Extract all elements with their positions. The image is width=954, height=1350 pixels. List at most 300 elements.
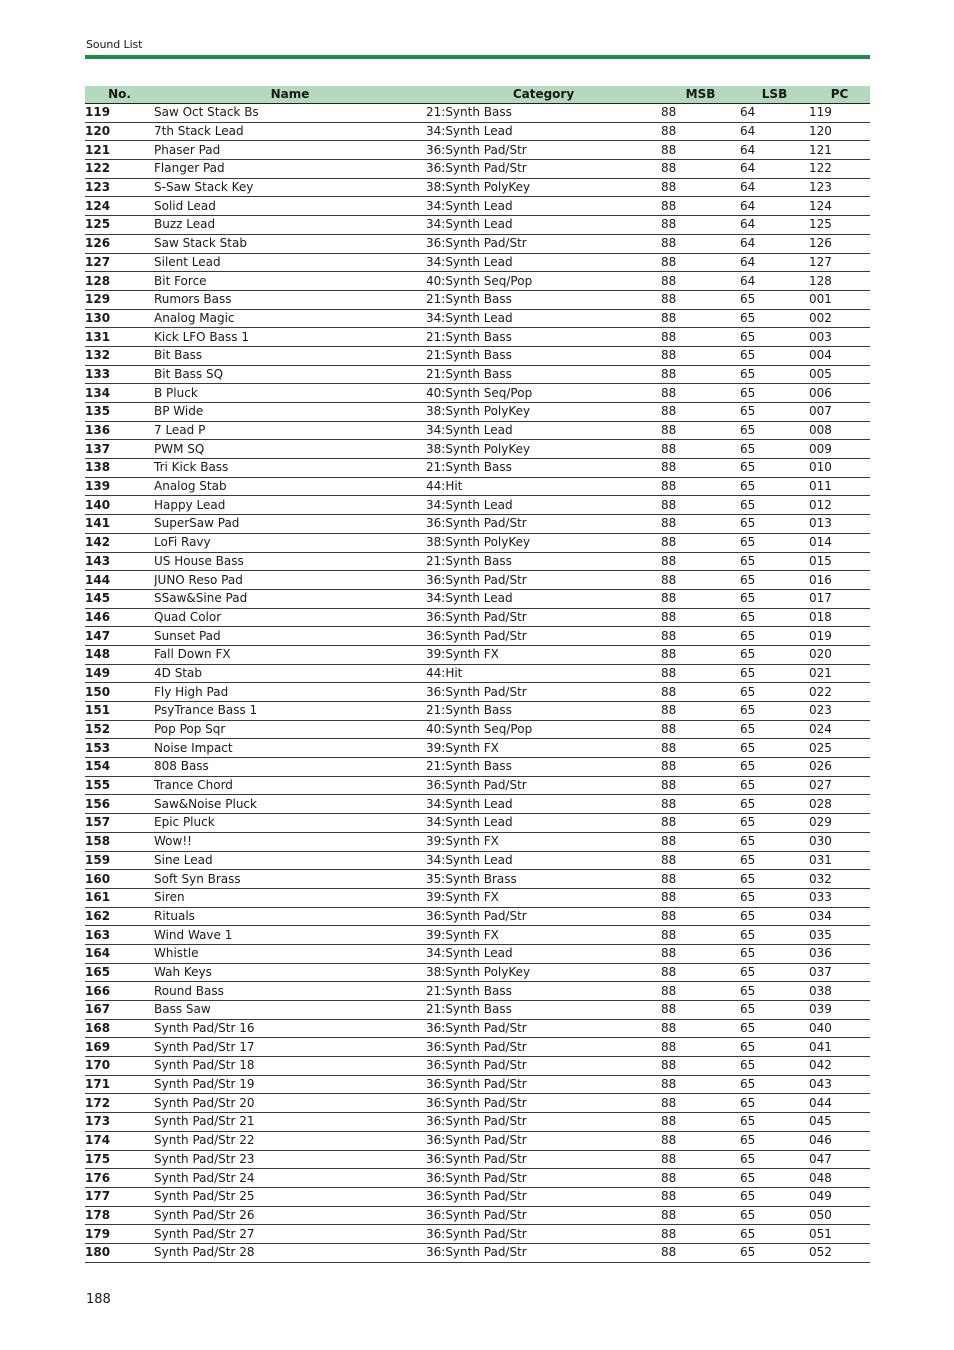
sound-name: Synth Pad/Str 19 — [154, 1075, 426, 1094]
pc-value: 001 — [809, 290, 870, 309]
msb-value: 88 — [661, 963, 740, 982]
sound-category: 36:Synth Pad/Str — [426, 1075, 661, 1094]
lsb-value: 65 — [740, 459, 809, 478]
sound-category: 21:Synth Bass — [426, 758, 661, 777]
lsb-value: 65 — [740, 571, 809, 590]
lsb-value: 65 — [740, 384, 809, 403]
sound-number: 149 — [85, 664, 154, 683]
pc-value: 006 — [809, 384, 870, 403]
lsb-value: 64 — [740, 272, 809, 291]
sound-number: 145 — [85, 589, 154, 608]
sound-category: 36:Synth Pad/Str — [426, 1187, 661, 1206]
msb-value: 88 — [661, 253, 740, 272]
pc-value: 040 — [809, 1019, 870, 1038]
pc-value: 124 — [809, 197, 870, 216]
sound-category: 36:Synth Pad/Str — [426, 160, 661, 179]
sound-number: 165 — [85, 963, 154, 982]
sound-number: 129 — [85, 290, 154, 309]
sound-number: 135 — [85, 403, 154, 422]
sound-category: 35:Synth Brass — [426, 870, 661, 889]
msb-value: 88 — [661, 440, 740, 459]
sound-number: 131 — [85, 328, 154, 347]
table-row — [85, 1057, 870, 1076]
pc-value: 032 — [809, 870, 870, 889]
sound-number: 140 — [85, 496, 154, 515]
pc-value: 050 — [809, 1206, 870, 1225]
sound-number: 167 — [85, 1001, 154, 1020]
sound-number: 173 — [85, 1113, 154, 1132]
lsb-value: 65 — [740, 832, 809, 851]
table-row — [85, 739, 870, 758]
sound-name: SSaw&Sine Pad — [154, 589, 426, 608]
table-row — [85, 720, 870, 739]
sound-name: Fly High Pad — [154, 683, 426, 702]
sound-category: 38:Synth PolyKey — [426, 963, 661, 982]
msb-value: 88 — [661, 178, 740, 197]
sound-name: Pop Pop Sqr — [154, 720, 426, 739]
sound-number: 177 — [85, 1187, 154, 1206]
sound-number: 124 — [85, 197, 154, 216]
table-row — [85, 459, 870, 478]
pc-value: 041 — [809, 1038, 870, 1057]
lsb-value: 65 — [740, 683, 809, 702]
msb-value: 88 — [661, 1019, 740, 1038]
lsb-value: 65 — [740, 795, 809, 814]
table-row — [85, 795, 870, 814]
pc-value: 005 — [809, 365, 870, 384]
sound-number: 132 — [85, 346, 154, 365]
msb-value: 88 — [661, 421, 740, 440]
msb-value: 88 — [661, 496, 740, 515]
sound-category: 36:Synth Pad/Str — [426, 1243, 661, 1262]
sound-number: 142 — [85, 533, 154, 552]
sound-name: Silent Lead — [154, 253, 426, 272]
pc-value: 128 — [809, 272, 870, 291]
sound-name: Synth Pad/Str 22 — [154, 1131, 426, 1150]
table-row — [85, 1150, 870, 1169]
sound-number: 161 — [85, 888, 154, 907]
sound-name: Whistle — [154, 944, 426, 963]
sound-number: 138 — [85, 459, 154, 478]
lsb-value: 65 — [740, 1225, 809, 1244]
sound-category: 39:Synth FX — [426, 739, 661, 758]
sound-name: Bass Saw — [154, 1001, 426, 1020]
pc-value: 007 — [809, 403, 870, 422]
sound-name: 808 Bass — [154, 758, 426, 777]
sound-number: 172 — [85, 1094, 154, 1113]
sound-number: 120 — [85, 122, 154, 141]
sound-number: 170 — [85, 1057, 154, 1076]
table-row — [85, 814, 870, 833]
sound-category: 38:Synth PolyKey — [426, 533, 661, 552]
sound-name: 7 Lead P — [154, 421, 426, 440]
table-row — [85, 1113, 870, 1132]
table-row — [85, 309, 870, 328]
lsb-value: 65 — [740, 477, 809, 496]
msb-value: 88 — [661, 776, 740, 795]
pc-value: 046 — [809, 1131, 870, 1150]
msb-value: 88 — [661, 533, 740, 552]
sound-category: 34:Synth Lead — [426, 197, 661, 216]
lsb-value: 65 — [740, 1001, 809, 1020]
msb-value: 88 — [661, 552, 740, 571]
msb-value: 88 — [661, 1187, 740, 1206]
sound-name: Trance Chord — [154, 776, 426, 795]
msb-value: 88 — [661, 234, 740, 253]
sound-name: Siren — [154, 888, 426, 907]
sound-name: Rituals — [154, 907, 426, 926]
table-row — [85, 160, 870, 179]
table-row — [85, 290, 870, 309]
msb-value: 88 — [661, 795, 740, 814]
msb-value: 88 — [661, 272, 740, 291]
sound-category: 36:Synth Pad/Str — [426, 1206, 661, 1225]
lsb-value: 65 — [740, 720, 809, 739]
pc-value: 027 — [809, 776, 870, 795]
column-header-name: Name — [154, 86, 426, 104]
sound-name: Tri Kick Bass — [154, 459, 426, 478]
lsb-value: 65 — [740, 982, 809, 1001]
pc-value: 020 — [809, 645, 870, 664]
sound-number: 143 — [85, 552, 154, 571]
table-row — [85, 589, 870, 608]
pc-value: 025 — [809, 739, 870, 758]
lsb-value: 64 — [740, 216, 809, 235]
sound-category: 38:Synth PolyKey — [426, 440, 661, 459]
pc-value: 026 — [809, 758, 870, 777]
sound-category: 40:Synth Seq/Pop — [426, 384, 661, 403]
sound-category: 36:Synth Pad/Str — [426, 776, 661, 795]
table-row — [85, 1019, 870, 1038]
sound-number: 134 — [85, 384, 154, 403]
msb-value: 88 — [661, 589, 740, 608]
sound-name: Synth Pad/Str 18 — [154, 1057, 426, 1076]
table-row — [85, 944, 870, 963]
sound-number: 137 — [85, 440, 154, 459]
pc-value: 021 — [809, 664, 870, 683]
lsb-value: 65 — [740, 1206, 809, 1225]
table-row — [85, 627, 870, 646]
pc-value: 029 — [809, 814, 870, 833]
table-row — [85, 384, 870, 403]
msb-value: 88 — [661, 459, 740, 478]
table-row — [85, 421, 870, 440]
sound-name: PsyTrance Bass 1 — [154, 702, 426, 721]
table-row — [85, 552, 870, 571]
table-row — [85, 982, 870, 1001]
sound-number: 133 — [85, 365, 154, 384]
msb-value: 88 — [661, 160, 740, 179]
table-row — [85, 346, 870, 365]
pc-value: 019 — [809, 627, 870, 646]
pc-value: 003 — [809, 328, 870, 347]
sound-category: 36:Synth Pad/Str — [426, 1225, 661, 1244]
msb-value: 88 — [661, 870, 740, 889]
pc-value: 010 — [809, 459, 870, 478]
msb-value: 88 — [661, 477, 740, 496]
sound-number: 157 — [85, 814, 154, 833]
sound-category: 34:Synth Lead — [426, 122, 661, 141]
lsb-value: 64 — [740, 253, 809, 272]
sound-name: Quad Color — [154, 608, 426, 627]
sound-category: 40:Synth Seq/Pop — [426, 720, 661, 739]
sound-name: Synth Pad/Str 24 — [154, 1169, 426, 1188]
sound-number: 156 — [85, 795, 154, 814]
lsb-value: 65 — [740, 328, 809, 347]
sound-category: 21:Synth Bass — [426, 982, 661, 1001]
msb-value: 88 — [661, 944, 740, 963]
sound-category: 34:Synth Lead — [426, 589, 661, 608]
lsb-value: 65 — [740, 758, 809, 777]
lsb-value: 65 — [740, 870, 809, 889]
table-row — [85, 664, 870, 683]
table-row — [85, 1094, 870, 1113]
msb-value: 88 — [661, 1206, 740, 1225]
page-number: 188 — [86, 1292, 111, 1307]
pc-value: 028 — [809, 795, 870, 814]
sound-category: 36:Synth Pad/Str — [426, 1169, 661, 1188]
sound-name: Buzz Lead — [154, 216, 426, 235]
sound-name: Sine Lead — [154, 851, 426, 870]
sound-category: 34:Synth Lead — [426, 309, 661, 328]
lsb-value: 64 — [740, 160, 809, 179]
sound-category: 36:Synth Pad/Str — [426, 1150, 661, 1169]
pc-value: 126 — [809, 234, 870, 253]
sound-category: 39:Synth FX — [426, 832, 661, 851]
sound-category: 36:Synth Pad/Str — [426, 608, 661, 627]
msb-value: 88 — [661, 290, 740, 309]
sound-name: Bit Bass SQ — [154, 365, 426, 384]
msb-value: 88 — [661, 1169, 740, 1188]
table-row — [85, 888, 870, 907]
msb-value: 88 — [661, 683, 740, 702]
msb-value: 88 — [661, 664, 740, 683]
sound-category: 36:Synth Pad/Str — [426, 627, 661, 646]
pc-value: 127 — [809, 253, 870, 272]
sound-number: 168 — [85, 1019, 154, 1038]
lsb-value: 65 — [740, 346, 809, 365]
pc-value: 048 — [809, 1169, 870, 1188]
sound-category: 21:Synth Bass — [426, 328, 661, 347]
table-row — [85, 776, 870, 795]
pc-value: 122 — [809, 160, 870, 179]
sound-name: BP Wide — [154, 403, 426, 422]
sound-number: 152 — [85, 720, 154, 739]
sound-name: Synth Pad/Str 27 — [154, 1225, 426, 1244]
lsb-value: 65 — [740, 851, 809, 870]
sound-number: 159 — [85, 851, 154, 870]
lsb-value: 65 — [740, 421, 809, 440]
table-row — [85, 1225, 870, 1244]
pc-value: 009 — [809, 440, 870, 459]
lsb-value: 65 — [740, 926, 809, 945]
table-row — [85, 1206, 870, 1225]
sound-name: Epic Pluck — [154, 814, 426, 833]
table-row — [85, 403, 870, 422]
sound-number: 146 — [85, 608, 154, 627]
table-row — [85, 1169, 870, 1188]
sound-name: Happy Lead — [154, 496, 426, 515]
sound-category: 34:Synth Lead — [426, 216, 661, 235]
table-row — [85, 702, 870, 721]
sound-number: 178 — [85, 1206, 154, 1225]
sound-name: Synth Pad/Str 28 — [154, 1243, 426, 1262]
pc-value: 016 — [809, 571, 870, 590]
pc-value: 121 — [809, 141, 870, 160]
table-row — [85, 440, 870, 459]
msb-value: 88 — [661, 739, 740, 758]
sound-name: Bit Force — [154, 272, 426, 291]
lsb-value: 65 — [740, 309, 809, 328]
sound-category: 36:Synth Pad/Str — [426, 907, 661, 926]
sound-category: 36:Synth Pad/Str — [426, 571, 661, 590]
sound-category: 34:Synth Lead — [426, 851, 661, 870]
header-divider — [85, 55, 870, 59]
sound-name: Fall Down FX — [154, 645, 426, 664]
sound-category: 36:Synth Pad/Str — [426, 1113, 661, 1132]
msb-value: 88 — [661, 926, 740, 945]
sound-category: 21:Synth Bass — [426, 346, 661, 365]
sound-number: 164 — [85, 944, 154, 963]
lsb-value: 65 — [740, 1169, 809, 1188]
lsb-value: 65 — [740, 814, 809, 833]
pc-value: 017 — [809, 589, 870, 608]
sound-number: 119 — [85, 104, 154, 123]
lsb-value: 65 — [740, 290, 809, 309]
table-row — [85, 571, 870, 590]
msb-value: 88 — [661, 758, 740, 777]
sound-category: 21:Synth Bass — [426, 290, 661, 309]
sound-name: Bit Bass — [154, 346, 426, 365]
sound-number: 176 — [85, 1169, 154, 1188]
msb-value: 88 — [661, 1150, 740, 1169]
sound-name: Synth Pad/Str 20 — [154, 1094, 426, 1113]
pc-value: 030 — [809, 832, 870, 851]
sound-number: 123 — [85, 178, 154, 197]
sound-number: 126 — [85, 234, 154, 253]
table-row — [85, 496, 870, 515]
table-row — [85, 1075, 870, 1094]
sound-category: 36:Synth Pad/Str — [426, 234, 661, 253]
pc-value: 120 — [809, 122, 870, 141]
sound-category: 38:Synth PolyKey — [426, 403, 661, 422]
sound-name: SuperSaw Pad — [154, 515, 426, 534]
lsb-value: 65 — [740, 702, 809, 721]
sound-number: 160 — [85, 870, 154, 889]
table-row — [85, 851, 870, 870]
table-row — [85, 1001, 870, 1020]
sound-name: Wah Keys — [154, 963, 426, 982]
sound-category: 21:Synth Bass — [426, 1001, 661, 1020]
lsb-value: 65 — [740, 533, 809, 552]
column-header-lsb: LSB — [740, 86, 809, 104]
sound-number: 171 — [85, 1075, 154, 1094]
msb-value: 88 — [661, 720, 740, 739]
pc-value: 049 — [809, 1187, 870, 1206]
table-row — [85, 645, 870, 664]
sound-category: 39:Synth FX — [426, 888, 661, 907]
lsb-value: 64 — [740, 104, 809, 123]
pc-value: 014 — [809, 533, 870, 552]
sound-category: 36:Synth Pad/Str — [426, 683, 661, 702]
table-row — [85, 122, 870, 141]
sound-category: 34:Synth Lead — [426, 421, 661, 440]
sound-name: Flanger Pad — [154, 160, 426, 179]
sound-name: Analog Magic — [154, 309, 426, 328]
pc-value: 022 — [809, 683, 870, 702]
lsb-value: 65 — [740, 440, 809, 459]
sound-number: 169 — [85, 1038, 154, 1057]
sound-number: 166 — [85, 982, 154, 1001]
pc-value: 011 — [809, 477, 870, 496]
sound-category: 36:Synth Pad/Str — [426, 1038, 661, 1057]
sound-number: 155 — [85, 776, 154, 795]
sound-number: 122 — [85, 160, 154, 179]
sound-number: 174 — [85, 1131, 154, 1150]
lsb-value: 65 — [740, 1075, 809, 1094]
lsb-value: 65 — [740, 944, 809, 963]
sound-name: B Pluck — [154, 384, 426, 403]
sound-name: 7th Stack Lead — [154, 122, 426, 141]
sound-category: 36:Synth Pad/Str — [426, 1131, 661, 1150]
table-row — [85, 253, 870, 272]
sound-category: 39:Synth FX — [426, 926, 661, 945]
sound-number: 180 — [85, 1243, 154, 1262]
lsb-value: 65 — [740, 1057, 809, 1076]
table-row — [85, 328, 870, 347]
sound-number: 154 — [85, 758, 154, 777]
pc-value: 004 — [809, 346, 870, 365]
lsb-value: 65 — [740, 1150, 809, 1169]
pc-value: 125 — [809, 216, 870, 235]
table-row — [85, 477, 870, 496]
msb-value: 88 — [661, 571, 740, 590]
lsb-value: 64 — [740, 141, 809, 160]
sound-name: Solid Lead — [154, 197, 426, 216]
table-row — [85, 104, 870, 123]
sound-name: Synth Pad/Str 26 — [154, 1206, 426, 1225]
table-row — [85, 178, 870, 197]
table-row — [85, 758, 870, 777]
sound-number: 127 — [85, 253, 154, 272]
pc-value: 039 — [809, 1001, 870, 1020]
pc-value: 047 — [809, 1150, 870, 1169]
sound-number: 151 — [85, 702, 154, 721]
msb-value: 88 — [661, 197, 740, 216]
sound-category: 36:Synth Pad/Str — [426, 515, 661, 534]
sound-name: JUNO Reso Pad — [154, 571, 426, 590]
pc-value: 042 — [809, 1057, 870, 1076]
msb-value: 88 — [661, 403, 740, 422]
lsb-value: 65 — [740, 1243, 809, 1262]
msb-value: 88 — [661, 122, 740, 141]
sound-number: 153 — [85, 739, 154, 758]
lsb-value: 65 — [740, 515, 809, 534]
sound-name: Phaser Pad — [154, 141, 426, 160]
pc-value: 043 — [809, 1075, 870, 1094]
column-header-category: Category — [426, 86, 661, 104]
sound-name: US House Bass — [154, 552, 426, 571]
msb-value: 88 — [661, 1001, 740, 1020]
lsb-value: 64 — [740, 234, 809, 253]
sound-name: Synth Pad/Str 16 — [154, 1019, 426, 1038]
pc-value: 037 — [809, 963, 870, 982]
msb-value: 88 — [661, 1131, 740, 1150]
msb-value: 88 — [661, 309, 740, 328]
lsb-value: 65 — [740, 1113, 809, 1132]
column-header-no: No. — [85, 86, 154, 104]
table-row — [85, 608, 870, 627]
